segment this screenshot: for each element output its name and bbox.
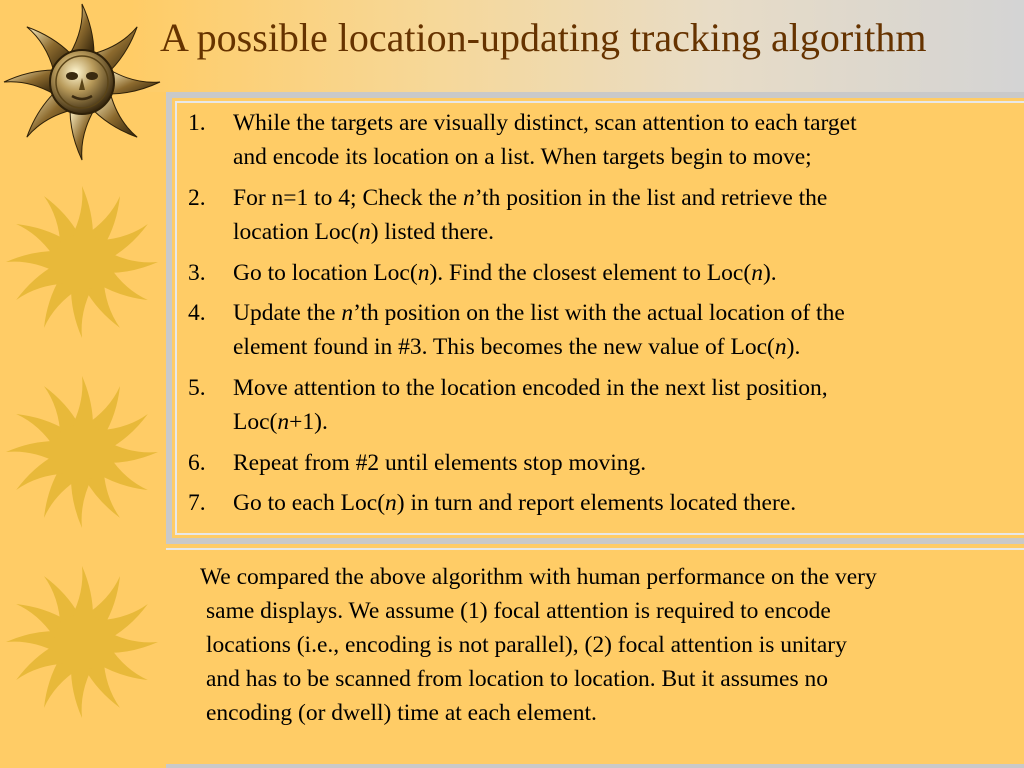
step-text: For n=1 to 4; Check the n’th position in the list and retrieve the location Loc(n) listed there. [233,185,828,245]
step-text: While the targets are visually distinct, scan attention to each target and encode its location on a list. When targets begin to move; [233,110,857,170]
sun-ray [4,70,54,94]
step-text: Go to location Loc(n). Find the closest element to Loc(n). [233,260,777,286]
step-text: Move attention to the location encoded in the next list position, Loc(n+1). [233,375,828,435]
step-text: Go to each Loc(n) in turn and report elements located there. [233,490,797,516]
step-number: 6. [188,450,206,476]
summary-panel-shadow [166,764,1024,768]
sun-ray [70,110,94,160]
step-number: 2. [188,185,206,211]
step-number: 7. [188,490,206,516]
sun-ray [110,70,160,94]
summary-paragraph: We compared the above algorithm with human performance on the very same displays. We assume (1) focal attention is required to encode locations (i.e., encoding is not parallel), (2) focal attention is unitary and has to be scanned from location to location. But it assumes no encoding (or dwell) time at each element. [200,564,877,726]
sun-decoration-column [0,0,165,768]
step-text: Update the n’th position on the list with the actual location of the element found in #3. This becomes the new value of Loc(n). [233,300,845,360]
step-number: 5. [188,375,206,401]
slide-title: A possible location-updating tracking algorithm [160,15,927,60]
step-number: 1. [188,110,206,136]
sun-face-icon [4,4,160,160]
sun-icon [6,186,158,338]
step-text: Repeat from #2 until elements stop moving. [233,450,647,476]
sun-icon [6,376,158,528]
sun-ray [70,4,94,54]
sun-icon [6,566,158,718]
algorithm-steps-box [166,92,1024,544]
step-number: 3. [188,260,206,286]
step-number: 4. [188,300,206,326]
